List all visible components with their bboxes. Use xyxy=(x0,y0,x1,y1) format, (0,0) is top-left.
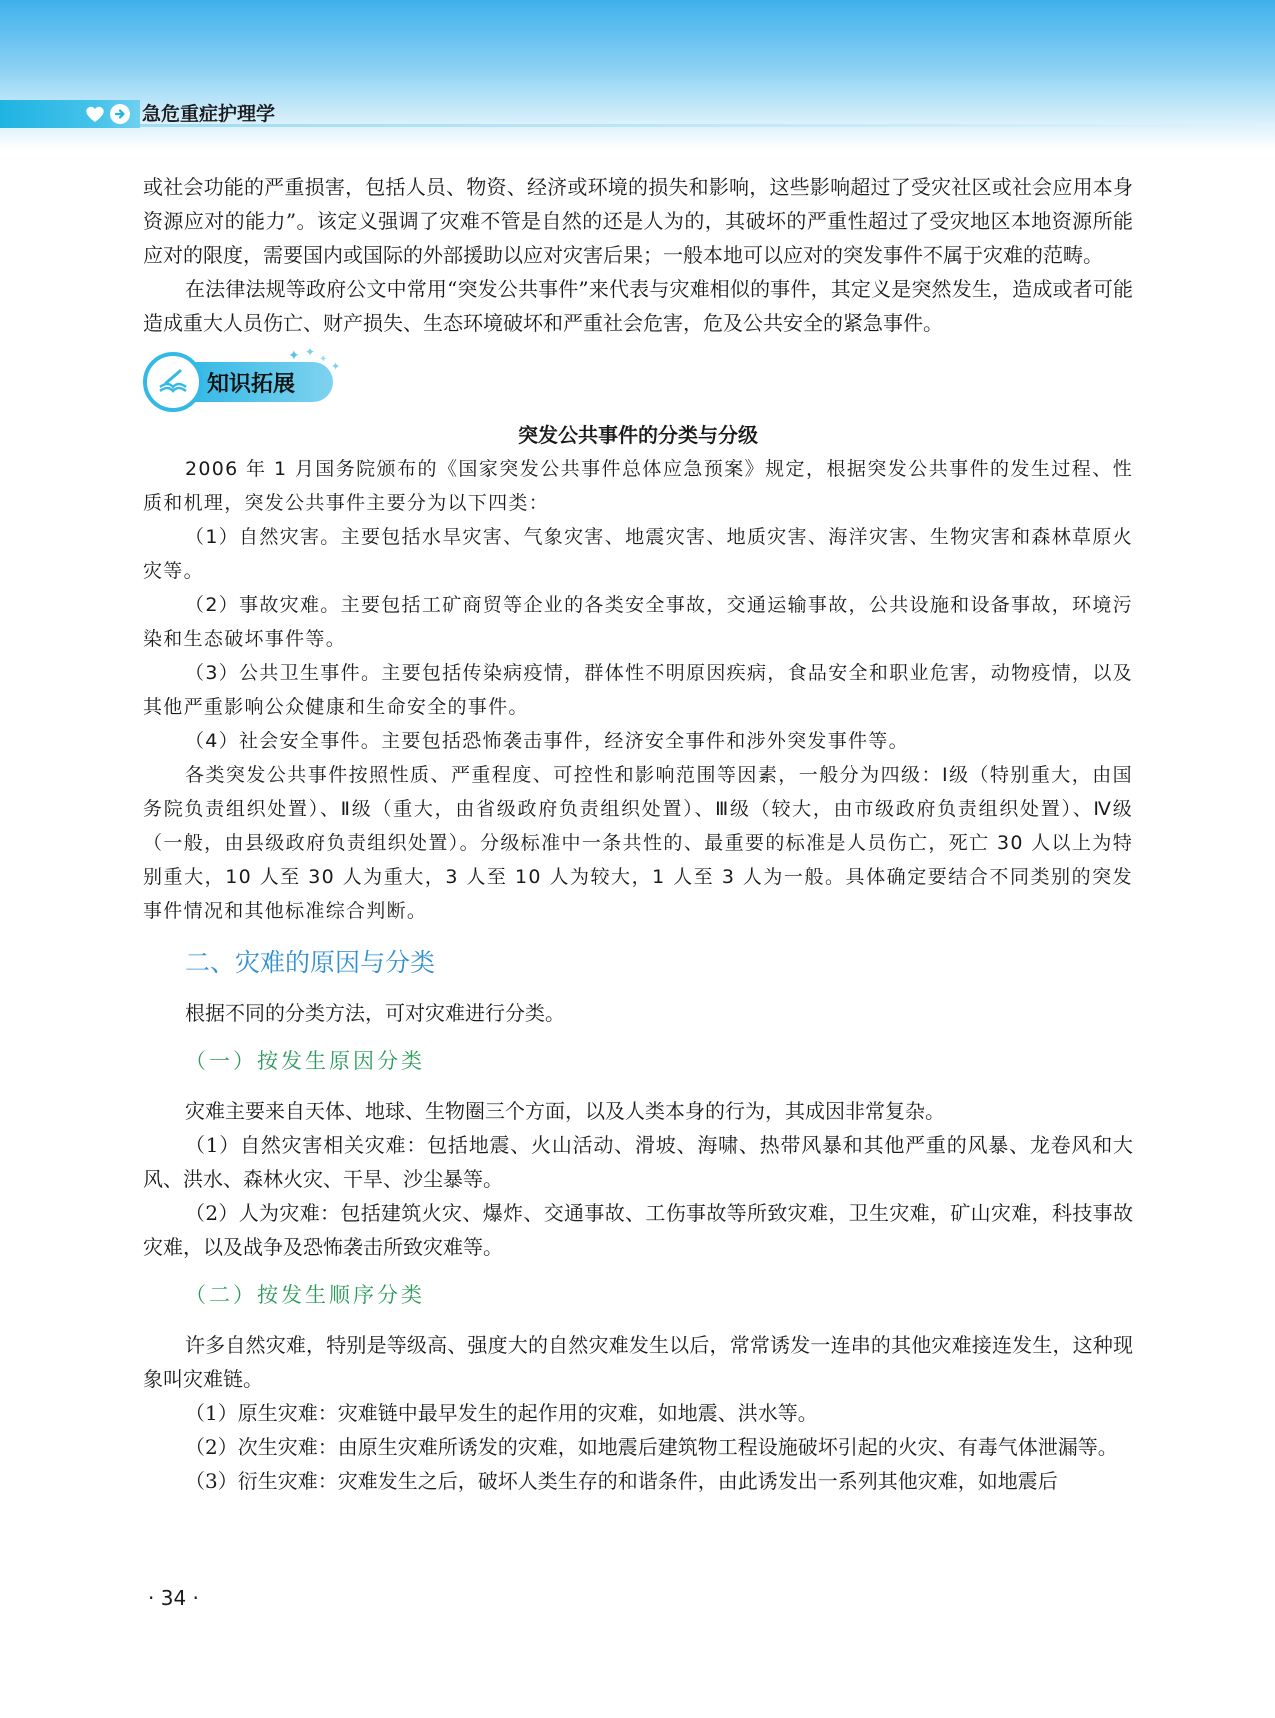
section-intro: 根据不同的分类方法，可对灾难进行分类。 xyxy=(185,1001,565,1025)
running-header xyxy=(0,100,1275,128)
body-paragraph: （1）自然灾害相关灾难：包括地震、火山活动、滑坡、海啸、热带风暴和其他严重的风暴、龙卷风和大风、洪水、森林火灾、干旱、沙尘暴等。 xyxy=(143,1133,1133,1191)
body-paragraph: （1）原生灾难：灾难链中最早发生的起作用的灾难，如地震、洪水等。 xyxy=(185,1401,818,1425)
intro-paragraph-2: 在法律法规等政府公文中常用“突发公共事件”来代表与灾难相似的事件，其定义是突然发生，造成或者可能造成重大人员伤亡、财产损失、生态环境破坏和严重社会危害，危及公共安全的紧急事件。 xyxy=(143,277,1133,335)
book-title: 急危重症护理学 xyxy=(142,103,276,125)
body-paragraph: 灾难主要来自天体、地球、生物圈三个方面，以及人类本身的行为，其成因非常复杂。 xyxy=(185,1099,945,1123)
body-paragraph: （2）人为灾难：包括建筑火灾、爆炸、交通事故、工伤事故等所致灾难，卫生灾难，矿山灾难，科技事故灾难，以及战争及恐怖袭击所致灾难等。 xyxy=(143,1201,1133,1259)
knowledge-paragraph: 2006 年 1 月国务院颁布的《国家突发公共事件总体应急预案》规定，根据突发公共事件的发生过程、性质和机理，突发公共事件主要分为以下四类： xyxy=(143,458,1133,514)
section-heading: 二、灾难的原因与分类 xyxy=(185,948,436,977)
knowledge-paragraph: （1）自然灾害。主要包括水旱灾害、气象灾害、地震灾害、地质灾害、海洋灾害、生物灾害和森林草原火灾等。 xyxy=(143,526,1133,582)
intro-paragraph-1: 或社会功能的严重损害，包括人员、物资、经济或环境的损失和影响，这些影响超过了受灾社区或社会应用本身资源应对的能力”。该定义强调了灾难不管是自然的还是人为的，其破坏的严重性超过了受灾地区本地资源所能应对的限度，需要国内或国际的外部援助以应对灾害后果；一般本地可以应对的突发事件不属于灾难的范畴。 xyxy=(143,175,1133,267)
header-rule xyxy=(140,124,1275,127)
knowledge-extension-badge xyxy=(143,346,1133,416)
svg-text:✦: ✦ xyxy=(331,360,341,373)
subsection-heading: （一）按发生原因分类 xyxy=(185,1049,425,1073)
page-number: · 34 · xyxy=(148,1586,199,1610)
heart-icon xyxy=(84,104,106,124)
knowledge-paragraph: 各类突发公共事件按照性质、严重程度、可控性和影响范围等因素，一般分为四级：Ⅰ级（特别重大，由国务院负责组织处置）、Ⅱ级（重大，由省级政府负责组织处置）、Ⅲ级（较大，由市级政府负责组织处置）、Ⅳ级（一般，由县级政府负责组织处置）。分级标准中一条共性的、最重要的标准是人员伤亡，死亡 30 人以上为特别重大，10 人至 30 人为重大，3 人至 10 人为较大，1 人至 3 人为一般。具体确定要结合不同类别的突发事件情况和其他标准综合判断。 xyxy=(143,764,1133,922)
knowledge-paragraph: （4）社会安全事件。主要包括恐怖袭击事件，经济安全事件和涉外突发事件等。 xyxy=(185,730,909,752)
sparkle-stars-icon xyxy=(283,346,353,376)
arrow-right-icon xyxy=(110,104,130,124)
knowledge-box-title: 突发公共事件的分类与分级 xyxy=(518,423,758,447)
knowledge-paragraph: （2）事故灾难。主要包括工矿商贸等企业的各类安全事故，交通运输事故，公共设施和设备事故，环境污染和生态破坏事件等。 xyxy=(143,594,1133,650)
page-content xyxy=(143,170,1133,1498)
svg-text:✦: ✦ xyxy=(288,348,300,364)
knowledge-paragraph: （3）公共卫生事件。主要包括传染病疫情，群体性不明原因疾病，食品安全和职业危害，动物疫情，以及其他严重影响公众健康和生命安全的事件。 xyxy=(143,662,1133,718)
body-paragraph: （2）次生灾难：由原生灾难所诱发的灾难，如地震后建筑物工程设施破坏引起的火灾、有毒气体泄漏等。 xyxy=(185,1435,1118,1459)
book-pen-icon xyxy=(143,352,203,412)
knowledge-badge-label: 知识拓展 xyxy=(207,371,296,397)
body-paragraph: （3）衍生灾难：灾难发生之后，破坏人类生存的和谐条件，由此诱发出一系列其他灾难，如地震后 xyxy=(185,1469,1058,1493)
svg-text:✦: ✦ xyxy=(305,346,316,359)
body-paragraph: 许多自然灾难，特别是等级高、强度大的自然灾难发生以后，常常诱发一连串的其他灾难接连发生，这种现象叫灾难链。 xyxy=(143,1333,1133,1391)
svg-text:✦: ✦ xyxy=(319,354,328,365)
subsection-heading: （二）按发生顺序分类 xyxy=(185,1283,425,1307)
